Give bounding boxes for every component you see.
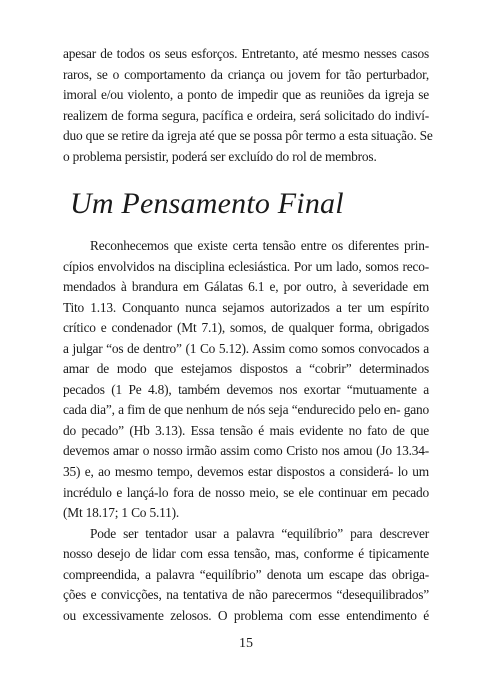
text-line: raros, se o comportamento da criança ou jovem for tão perturbador, bbox=[63, 66, 429, 82]
text-line: o problema persistir, poderá ser excluído do rol de membros. bbox=[63, 148, 377, 164]
text-line: ou excessivamente zelosos. O problema com esse entendimento é bbox=[63, 607, 429, 623]
text-line: Tito 1.13. Conquanto nunca sejamos autorizados a ter um espírito bbox=[63, 299, 429, 315]
text-line: apesar de todos os seus esforços. Entretanto, até mesmo nesses casos bbox=[63, 46, 429, 61]
text-line: do pecado” (Hb 3.13). Essa tensão é mais evidente no fato de que bbox=[63, 422, 429, 438]
text-line: crítico e condenador (Mt 7.1), somos, de qualquer forma, obrigados bbox=[63, 320, 429, 336]
text-line: nosso desejo de lidar com essa tensão, mas, conforme é tipicamente bbox=[63, 546, 429, 562]
text-line: incrédulo e lançá-lo fora de nosso meio, se ele continuar em pecado bbox=[63, 484, 429, 500]
text-line: Reconhecemos que existe certa tensão entre os diferentes prin- bbox=[90, 238, 429, 253]
text-line: amar de modo que estejamos dispostos a “cobrir” determinados bbox=[63, 361, 429, 377]
text-line: cada dia”, a fim de que nenhum de nós seja “endurecido pelo en- gano bbox=[63, 402, 429, 418]
text-line: pecados (1 Pe 4.8), também devemos nos exortar “mutuamente a bbox=[63, 381, 429, 397]
section-heading: Um Pensamento Final bbox=[70, 187, 344, 220]
text-line: compreendida, a palavra “equilíbrio” denota um escape das obriga- bbox=[63, 566, 429, 582]
text-line: devemos amar o nosso irmão assim como Cristo nos amou (Jo 13.34- bbox=[63, 443, 429, 459]
text-line: cípios envolvidos na disciplina eclesiástica. Por um lado, somos reco- bbox=[63, 258, 429, 274]
text-line: mendados à brandura em Gálatas 6.1 e, por outro, à severidade em bbox=[63, 279, 429, 295]
text-line: 35) e, ao mesmo tempo, devemos estar dispostos a considerá- lo um bbox=[63, 464, 429, 480]
text-line: imoral e/ou violento, a ponto de impedir que as reuniões da igreja se bbox=[63, 87, 429, 103]
intro-paragraph bbox=[63, 44, 433, 167]
text-line: realizem de forma segura, pacífica e ordeira, será solicitado do indiví- bbox=[63, 107, 429, 123]
text-line: ções e convicções, na tentativa de não parecermos “desequilibrados” bbox=[63, 587, 429, 603]
main-paragraphs bbox=[63, 236, 429, 626]
text-line: (Mt 18.17; 1 Co 5.11). bbox=[63, 505, 179, 521]
text-line: a julgar “os de dentro” (1 Co 5.12). Assim como somos convocados a bbox=[63, 340, 429, 356]
page-number: 15 bbox=[239, 636, 253, 651]
text-line: Pode ser tentador usar a palavra “equilíbrio” para descrever bbox=[90, 525, 429, 541]
text-line: duo que se retire da igreja até que se possa pôr termo a esta situação. Se bbox=[63, 128, 433, 144]
